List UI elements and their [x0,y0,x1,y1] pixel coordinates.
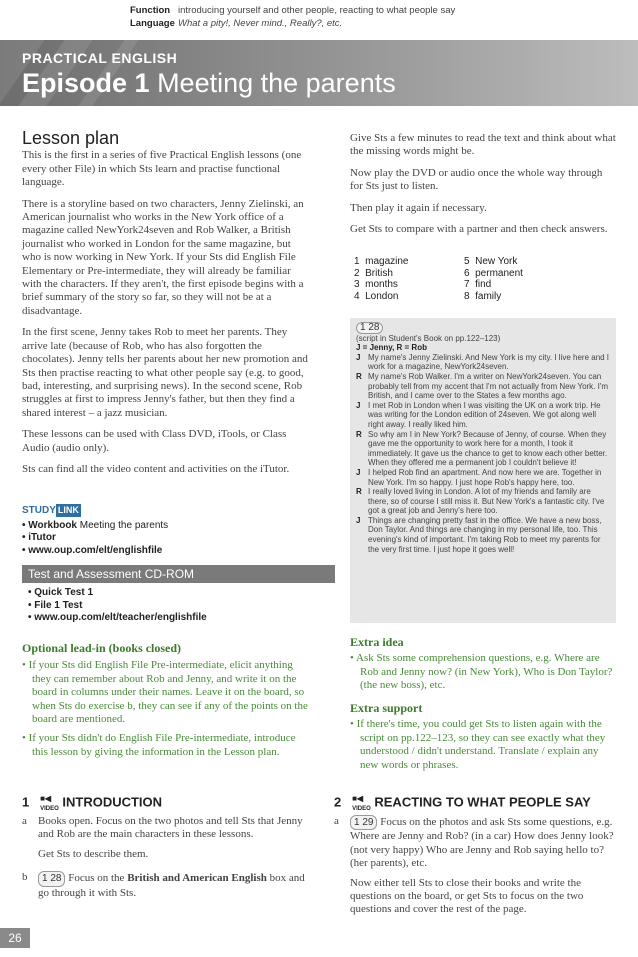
language-text: What a pity!, Never mind., Really?, etc. [178,18,343,29]
answer-item: 5 New York [464,256,518,267]
language-label: Language [130,18,175,29]
link-badge: LINK [57,505,79,515]
episode-name: Meeting the parents [157,68,396,98]
audio-track-badge[interactable]: 1 28 [356,322,383,334]
study-item: • iTutor [22,532,312,545]
instruction: Then play it again if necessary. [350,201,487,214]
extra-idea-title: Extra idea [350,635,404,649]
script-line: J My name's Jenny Zielinski. And New York is my city. I live here and I work for a magazine, NewYork24seven. [356,352,610,372]
test-item: • File 1 Test [28,600,335,613]
lp-paragraph: These lessons can be used with Class DVD, iTools, or Class Audio (audio only). [22,428,287,454]
test-box-title: Test and Assessment CD-ROM [22,565,335,583]
video-icon: ■◀ VIDEO [40,794,59,812]
script-line: J I helped Rob find an apartment. And now here we are. Together in New York. I'm so happy. I just hope Rob's happy here, too. [356,467,602,487]
lp-paragraph: Sts can find all the video content and activities on the iTutor. [22,462,290,475]
s1-a-text2: Get Sts to describe them. [38,847,149,860]
section-title: REACTING TO WHAT PEOPLE SAY [374,794,591,810]
s1-a-text: Books open. Focus on the two photos and tell Sts that Jenny and Rob are the main characters in these lessons. [38,815,303,841]
optional-item: • If your Sts didn't do English File Pre-intermediate, introduce this lesson by giving the information in the Lesson plan. [22,732,296,758]
episode-title [22,68,396,99]
header-meta [130,4,455,30]
extra-idea [350,636,616,699]
answer-item: 3 months [354,279,398,290]
section-number: 1 [22,794,30,810]
answer-item: 2 British [354,267,393,279]
right-instructions [350,132,616,244]
s2-a-text2: Now either tell Sts to close their books and write the questions on the board, or get Sts to focus on the two questions and cover the rest of the page. [350,876,584,916]
section-title: INTRODUCTION [62,794,163,810]
extra-support-title: Extra support [350,701,423,715]
answer-item: 7 find [464,279,492,290]
script-line: J Things are changing pretty fast in the office. We have a new boss, Don Taylor. And things are changing in my personal life, too. This evening's kind of important. I'm taking Rob to meet my parents for the very first time. I just hope it goes well! [356,515,602,554]
section-1-heading [22,794,162,812]
study-label: STUDY [22,505,56,516]
answer-item: 6 permanent [464,267,523,279]
section-1-body: a Books open. Focus on the two photos and tell Sts that Jenny and Rob are the main characters in these lessons. Get Sts to describe them. b 1 28 Focus on the British and American English box and go through it with Sts. [22,815,312,900]
optional-item: • If your Sts did English File Pre-intermediate, elicit anything they can remember about Rob and Jenny, and write it on the board in columns under their names. Leave it on the board, so when Sts do exercise b, they can see if any of the points on the board are mentioned. [22,659,308,726]
test-item[interactable]: • www.oup.com/elt/teacher/englishfile [28,612,335,625]
lesson-plan-title: Lesson plan [22,128,120,148]
script-line: J I met Rob in London when I was visiting the UK on a work trip. He was writing for the London edition of 24seven. We got along well right away. I really liked him. [356,400,601,429]
section-2-body: a 1 29 Focus on the photos and ask Sts some questions, e.g. Where are Jenny and Rob? (in a car) How does Jenny look? (not very happy) Who are Jenny and Rob saying hello to? (her parents), etc. Now either tell Sts to close their books and write the questions on the board, or get Sts to focus on the two questions and cover the rest of the page. [334,815,620,917]
video-icon: ■◀ VIDEO [352,794,371,812]
function-label: Function [130,5,171,16]
test-item: • Quick Test 1 [28,587,335,600]
answer-item: 1 magazine [354,256,409,267]
script-ref: (script in Student's Book on pp.122–123) [356,333,501,343]
answer-item: 8 family [464,290,502,302]
answer-list [354,256,554,302]
optional-lead-in [22,642,312,765]
optional-title: Optional lead-in (books closed) [22,641,182,655]
lp-paragraph: In the first scene, Jenny takes Rob to meet her parents. They arrive late (because of Rob, who has also forgotten the chocolates). Jenny tells her parents about her new promotion and Sts then practise reacting to what other people say (e.g. to good, bad, interesting, and surprising news). In the second scene, Rob struggles at first to impress Jenny's father, but then they find a shared interest – a jazz musician. [22,326,308,419]
script-line: R So why am I in New York? Because of Jenny, of course. When they gave me the opportunity to work here for a month, I took it immediately. It gave us the chance to get to know each other better. When they offered me a permanent job I couldn't believe it! [356,429,608,468]
page-number: 26 [0,928,30,948]
script-line: R My name's Rob Walker. I'm a writer on NewYork24seven. You can probably tell from my accent that I'm not actually from New York. I'm British, and I came over to the States a few months ago. [356,371,609,401]
script-line: R I really loved living in London. A lot of my friends and family are there, so of course I still miss it. But New York's a fantastic city. I've got a great job and Jenny's here too. [356,487,605,516]
script-key: J = Jenny, R = Rob [356,343,427,353]
study-item[interactable]: • www.oup.com/elt/englishfile [22,545,312,558]
answer-item: 4 London [354,290,399,302]
lp-paragraph: This is the first in a series of five Practical English lessons (one every other File) in which Sts learn and practise functional language. [22,149,302,189]
audio-track-badge[interactable]: 1 28 [38,871,65,886]
section-label: PRACTICAL ENGLISH [22,50,178,66]
extra-idea-text: • Ask Sts some comprehension questions, e.g. Where are Rob and Jenny now? (in New York), Who is Don Taylor? (the new boss), etc. [350,652,613,692]
study-link [22,504,312,557]
extra-support [350,702,616,778]
s2-a-text: 1 29 Focus on the photos and ask Sts some questions, e.g. Where are Jenny and Rob? (in a car) How does Jenny look? (not very happy) Who are Jenny and Rob saying hello to? (her parents), etc. [350,816,614,870]
audio-track-badge[interactable]: 1 29 [350,815,377,830]
episode-number: Episode 1 [22,68,150,98]
instruction: Now play the DVD or audio once the whole way through for Sts just to listen. [350,166,603,193]
s1-b-text: 1 28 Focus on the British and American English box and go through it with Sts. [38,872,305,899]
section-number: 2 [334,794,342,810]
instruction: Give Sts a few minutes to read the text and think about what the missing words might be. [350,132,616,158]
function-text: introducing yourself and other people, reacting to what people say [178,5,456,16]
test-assessment-box [22,565,335,625]
extra-support-text: • If there's time, you could get Sts to listen again with the script on pp.122–123, so they can see exactly what they understood / didn't understand. Translate / explain any new words or phrases. [350,718,606,771]
instruction: Get Sts to compare with a partner and then check answers. [350,223,608,236]
section-2-heading [334,794,591,812]
lp-paragraph: There is a storyline based on two characters, Jenny Zielinski, an American journalist who works in the New York office of a magazine called NewYork24seven and Rob Walker, a British journalist who worked in London for the same magazine, but who is now working in New York. If your Sts did English File Elementary or Pre-intermediate, they will already be familiar with the characters. If they aren't, the first episode begins with a brief summary of the story so far, so they will not be at a disadvantage. [22,197,304,317]
lesson-plan [22,128,312,484]
study-item: • Workbook Meeting the parents [22,520,312,533]
audio-script-box [350,318,616,623]
